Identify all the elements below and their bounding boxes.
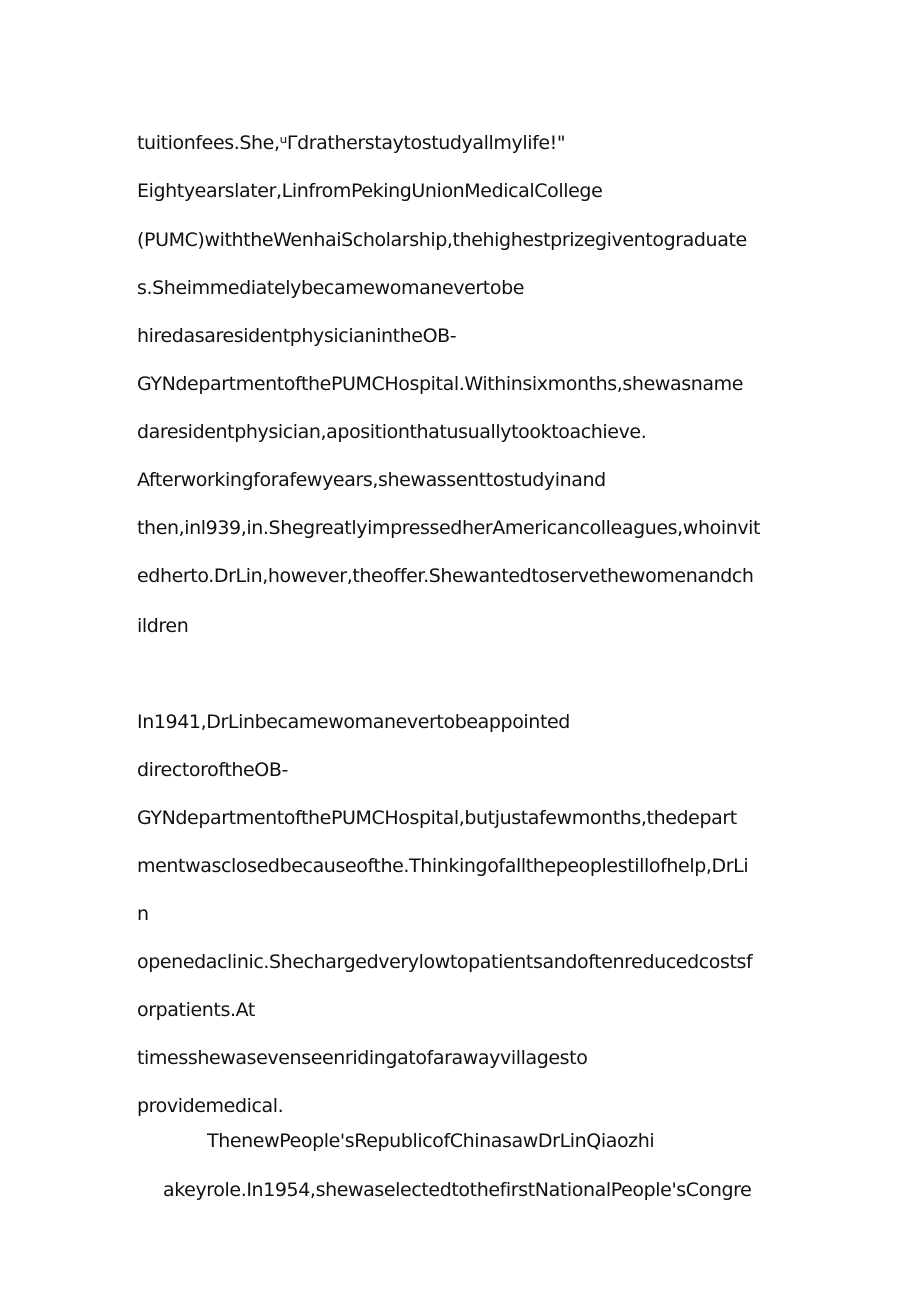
text-line: providemedical. — [137, 1095, 284, 1117]
text-line: tuitionfees.She,ᵘΓdratherstaytostudyallmylife!" — [137, 132, 566, 154]
text-line: then,inl939,in.ShegreatlyimpressedherAmericancolleagues,whoinvit — [137, 517, 761, 539]
text-line: ildren — [137, 615, 189, 637]
text-line: hiredasaresidentphysicianintheOB- — [137, 325, 457, 347]
text-line: akeyrole.In1954,shewaselectedtothefirstNationalPeople'sCongre — [163, 1179, 752, 1201]
text-line: ThenewPeople'sRepublicofChinasawDrLinQiaozhi — [207, 1130, 655, 1152]
text-line: daresidentphysician,apositionthatusuallytooktoachieve. — [137, 421, 647, 443]
text-line: (PUMC)withtheWenhaiScholarship,thehighestprizegiventograduate — [137, 229, 747, 251]
text-line: mentwasclosedbecauseofthe.Thinkingofallthepeoplestillofhelp,DrLi — [137, 855, 749, 877]
text-line: directoroftheOB- — [137, 759, 288, 781]
text-line: In1941,DrLinbecamewomanevertobeappointed — [137, 711, 570, 733]
text-line: GYNdepartmentofthePUMCHospital.Withinsixmonths,shewasname — [137, 373, 744, 395]
text-line: orpatients.At — [137, 999, 255, 1021]
text-line: Afterworkingforafewyears,shewassenttostudyinand — [137, 469, 606, 491]
text-line: GYNdepartmentofthePUMCHospital,butjustafewmonths,thedepart — [137, 807, 737, 829]
text-line: openedaclinic.Shechargedverylowtopatientsandoftenreducedcostsf — [137, 951, 753, 973]
text-line: n — [137, 903, 149, 925]
text-line: s.Sheimmediatelybecamewomanevertobe — [137, 277, 525, 299]
text-line: timesshewasevenseenridingatofarawayvillagesto — [137, 1047, 588, 1069]
text-line: Eightyearslater,LinfromPekingUnionMedicalCollege — [137, 180, 603, 202]
text-line: edherto.DrLin,however,theoffer.Shewantedtoservethewomenandch — [137, 565, 754, 587]
